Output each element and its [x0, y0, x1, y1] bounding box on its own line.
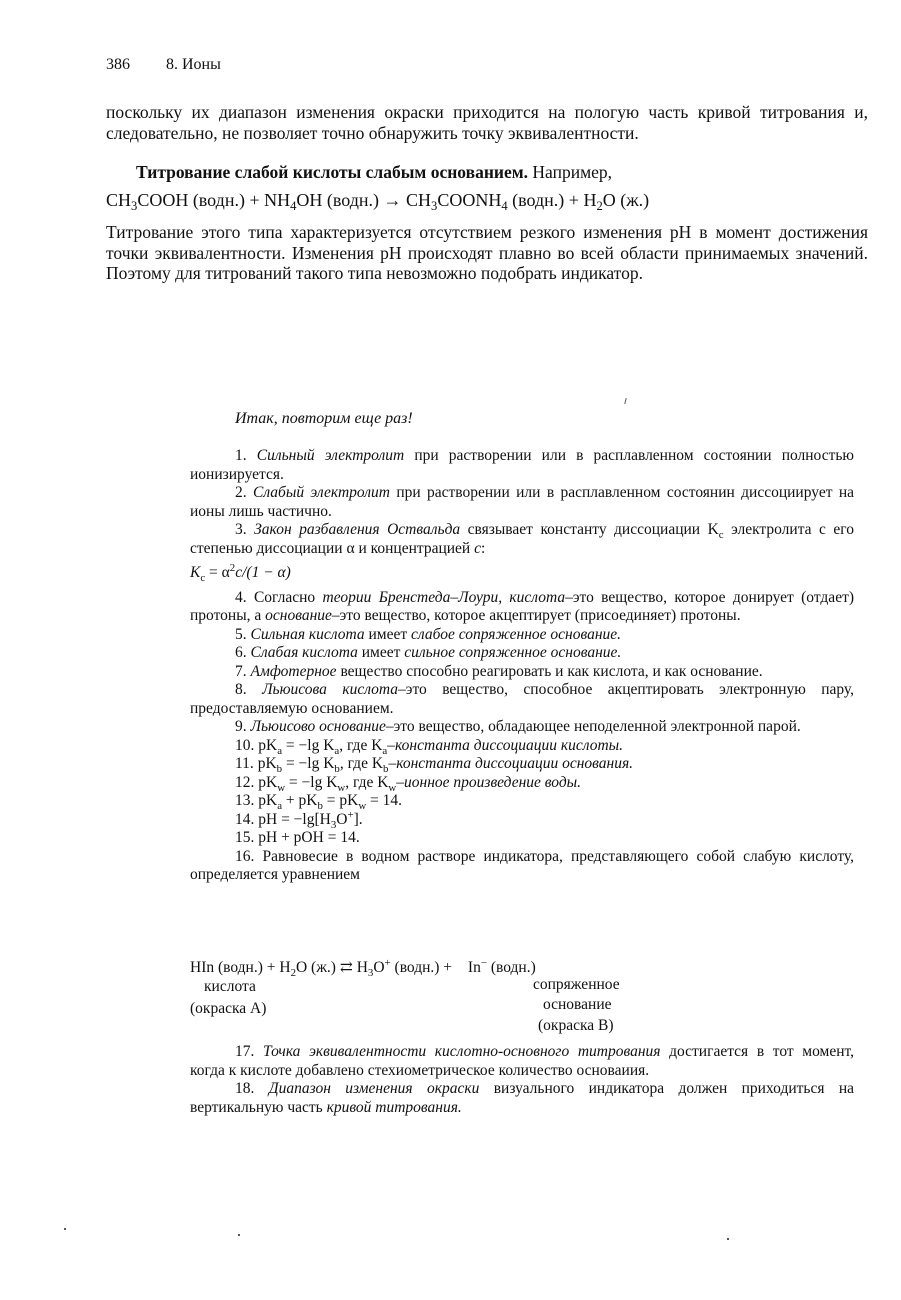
scan-mark — [624, 398, 627, 404]
scan-speck — [64, 1228, 66, 1230]
section-heading-paragraph — [106, 162, 868, 183]
scan-speck — [727, 1238, 729, 1240]
list-item: 11. $pK_b = -\lg$ $K_b$, где $K_b$–константа диссоциации основания. — [235, 755, 634, 775]
indicator-equation: HIn (водн.) + $H_2O$ (ж.) ⇄ $H_3O^+$ (водн.) + In− (водн.) — [190, 957, 536, 979]
list-item: 7. Амфотерное вещество способно реагировать и как кислота, и как основание. — [235, 662, 763, 680]
list-item: 9. Льюисово основание–это вещество, обладающее неподеленной электронной парой. — [235, 718, 801, 735]
base-label: основание — [543, 996, 612, 1013]
list-item: 15. pH + pOH = 14. — [235, 829, 360, 846]
list-item: 14. pH = $-\lg[H_3O^+]$. — [235, 808, 363, 831]
color-a-label: (окраска A) — [190, 1000, 267, 1017]
heading-lead: Например, — [528, 162, 613, 182]
list-item: 2. Слабый электролит при растворении или в расплавленном состоянин диссоциирует на ионы лишь частично. — [190, 484, 854, 520]
chapter-title: 8. Ионы — [166, 56, 221, 73]
list-item: 18. Диапазон изменения окраски визуального индикатора должен приходиться на вертикальную часть кривой титрования. — [190, 1080, 855, 1116]
summary-list — [190, 447, 854, 885]
paragraph-continued: поскольку их диапазон изменения окраски приходится на пологую часть кривой титрования и, следовательно, не позволяет точно обнаружить точку эквивалентности. — [106, 102, 868, 143]
list-item: 12. $pK_w = -\lg$ $K_w$, где $K_w$–ионное произведение воды. — [235, 773, 582, 794]
indicator-equilibrium — [190, 958, 650, 1038]
reaction-equation: $CH_3COOH$ (водн.) + $NH_4OH$ (водн.) → $CH_3COONH_4$ (водн.) + $H_2O$ (ж.) — [106, 190, 650, 213]
list-item: 3. Закон разбавления Оствальда связывает константу диссоциации $K_c$ электролита с его степенью диссоциации α и концентрацией c: — [190, 521, 854, 557]
list-item: 10. $pK_a = -\lg$ $K_a$, где $K_a$–константа диссоциации кислоты. — [235, 736, 624, 757]
conjugate-label: сопряженное — [533, 976, 620, 993]
summary-title: Итак, повторим еще раз! — [235, 410, 413, 427]
list-item: 8. Льюисова кислота–это вещество, способное акцептировать электронную пару, предоставляемую основанием. — [190, 681, 855, 717]
list-item: 17. Точка эквивалентности кислотно-основного титрования достигается в тот момент, когда к кислоте добавлено стехиометрическое количество основаиия. — [190, 1043, 855, 1079]
list-item: 13. $pK_a + pK_b = pK_w = 14$. — [235, 792, 403, 812]
list-item: 4. Согласно теории Бренстеда–Лоури, кислота–это вещество, которое донирует (отдает) протоны, а основание–это вещество, которое акцептирует (присоединяет) протоны. — [190, 588, 855, 624]
run-in-heading: Титрование слабой кислоты слабым основанием. — [136, 162, 529, 182]
scan-speck — [238, 1234, 240, 1236]
page-number: 386 — [106, 56, 130, 73]
color-b-label: (окраска B) — [538, 1017, 614, 1034]
summary-list-continued — [190, 1043, 854, 1117]
list-item: 6. Слабая кислота имеет сильное сопряженное основание. — [235, 644, 622, 661]
list-item: 16. Равновесие в водном растворе индикатора, представляющего собой слабую кислоту, определяется уравнением — [190, 847, 854, 883]
running-header — [106, 56, 221, 74]
section-body: Титрование этого типа характеризуется отсутствием резкого изменения pH в момент достижения точки эквивалентности. Изменения pH происходят плавно во всей области принимаемых значений. Поэтому для титрований такого типа невозможно подобрать индикатор. — [106, 222, 868, 283]
list-item: 1. Сильный электролит при растворении или в расплавленном состоянии полностью ионизируется. — [190, 447, 854, 483]
ostwald-formula: $K_c = \alpha^2c/(1 - \alpha)$ — [190, 562, 291, 584]
acid-label: кислота — [204, 978, 256, 995]
list-item: 5. Сильная кислота имеет слабое сопряженное основание. — [235, 625, 622, 643]
